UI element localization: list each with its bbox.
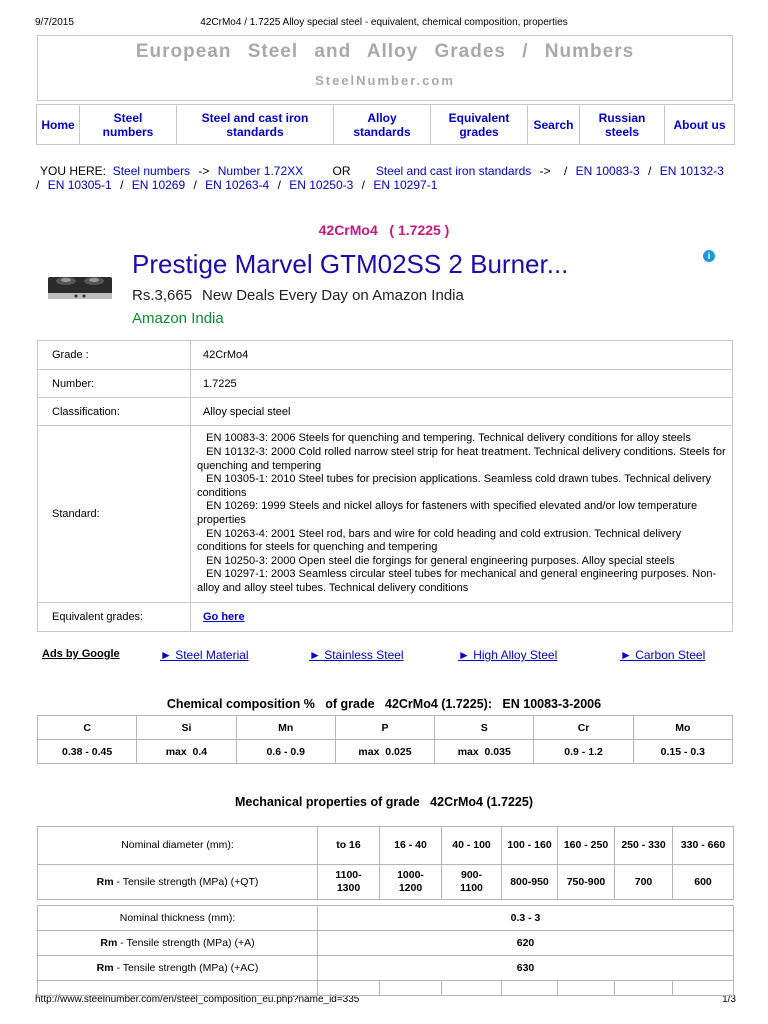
print-page-number: 1/3 xyxy=(722,994,736,1005)
table-cell xyxy=(502,981,558,996)
diameter-range: 250 - 330 xyxy=(615,827,673,865)
breadcrumb-link[interactable]: EN 10250-3 xyxy=(289,178,354,192)
breadcrumb-steel-numbers[interactable]: Steel numbers xyxy=(112,164,191,178)
ad-brand[interactable]: Amazon India xyxy=(132,310,224,327)
diameter-range: 330 - 660 xyxy=(673,827,734,865)
rm-a-value: 620 xyxy=(318,931,734,956)
chem-value: 0.6 - 0.9 xyxy=(236,740,335,764)
chem-header: S xyxy=(435,716,534,740)
grade-value: 42CrMo4 xyxy=(191,341,733,370)
chem-value: max 0.025 xyxy=(335,740,434,764)
rm-qt-value: 750-900 xyxy=(558,865,615,900)
standard-item: EN 10297-1: 2003 Seamless circular steel tubes for mechanical and general engineering purposes. Non-alloy and alloy steel tubes. Technical delivery conditions xyxy=(197,568,717,594)
breadcrumb: YOU HERE: Steel numbers -> Number 1.72XX OR Steel and cast iron standards -> / EN 10083-3 / EN 10132-3 xyxy=(40,164,724,178)
rm-ac-label: Rm - Tensile strength (MPa) (+AC) xyxy=(38,956,318,981)
chem-header: Si xyxy=(137,716,236,740)
standard-item: EN 10269: 1999 Steels and nickel alloys for fasteners with specified elevated and/or low temperature properties xyxy=(197,500,698,526)
rm-qt-value: 900- 1100 xyxy=(442,865,502,900)
breadcrumb-link[interactable]: EN 10083-3 xyxy=(575,164,640,178)
classification-value: Alloy special steel xyxy=(191,398,733,426)
chem-header: Mo xyxy=(633,716,732,740)
breadcrumb-link[interactable]: EN 10132-3 xyxy=(659,164,724,178)
ad-info-icon[interactable]: i xyxy=(703,250,715,262)
grade-label: Grade : xyxy=(38,341,191,370)
rm-qt-value: 600 xyxy=(673,865,734,900)
ads-by-google[interactable]: Ads by Google xyxy=(42,648,120,660)
table-cell xyxy=(442,981,502,996)
ad-link-steel-material[interactable]: ► Steel Material xyxy=(160,648,249,662)
main-nav xyxy=(36,104,735,145)
standards-list xyxy=(191,426,733,603)
chem-header: Mn xyxy=(236,716,335,740)
nav-equivalent-grades[interactable]: Equivalent grades xyxy=(431,105,528,145)
chem-value: 0.9 - 1.2 xyxy=(534,740,633,764)
standard-item: EN 10132-3: 2000 Cold rolled narrow steel strip for heat treatment. Technical delivery conditions. Steels for quenching and tempering xyxy=(197,446,726,472)
chem-value: max 0.035 xyxy=(435,740,534,764)
site-header xyxy=(37,35,733,101)
classification-label: Classification: xyxy=(38,398,191,426)
ad-link-carbon-steel[interactable]: ► Carbon Steel xyxy=(620,648,706,662)
nav-steel-standards[interactable]: Steel and cast iron standards xyxy=(177,105,334,145)
standard-item: EN 10263-4: 2001 Steel rod, bars and wire for cold heading and cold extrusion. Technical delivery conditions for steels for quenching and tempering xyxy=(197,527,682,554)
rm-qt-value: 1000- 1200 xyxy=(380,865,442,900)
grade-info-table xyxy=(37,340,733,632)
rm-qt-value: 1100- 1300 xyxy=(318,865,380,900)
nav-alloy-standards[interactable]: Alloy standards xyxy=(334,105,431,145)
grade-heading: 42CrMo4 ( 1.7225 ) xyxy=(318,222,450,238)
breadcrumb-link[interactable]: EN 10269 xyxy=(131,178,186,192)
breadcrumb-link[interactable]: EN 10297-1 xyxy=(373,178,438,192)
breadcrumb-standards[interactable]: Steel and cast iron standards xyxy=(375,164,532,178)
print-date: 9/7/2015 xyxy=(35,17,74,28)
breadcrumb-line-2: / EN 10305-1 / EN 10269 / EN 10263-4 / EN 10250-3 / EN 10297-1 xyxy=(36,178,438,192)
diameter-range: 100 - 160 xyxy=(502,827,558,865)
diameter-range: 40 - 100 xyxy=(442,827,502,865)
ad-banner[interactable] xyxy=(37,245,727,335)
chem-header: C xyxy=(38,716,137,740)
standard-label: Standard: xyxy=(38,426,191,603)
ad-price-line: Rs.3,665 New Deals Every Day on Amazon India xyxy=(132,287,464,304)
rm-ac-value: 630 xyxy=(318,956,734,981)
chem-composition-title: Chemical composition % of grade 42CrMo4 (1.7225): EN 10083-3-2006 xyxy=(166,697,602,711)
rm-qt-label: Rm - Tensile strength (MPa) (+QT) xyxy=(38,865,318,900)
chem-value: max 0.4 xyxy=(137,740,236,764)
site-title: European Steel and Alloy Grades / Numbers xyxy=(135,41,635,62)
ad-link-high-alloy-steel[interactable]: ► High Alloy Steel xyxy=(458,648,558,662)
breadcrumb-link[interactable]: EN 10305-1 xyxy=(47,178,112,192)
chem-value: 0.38 - 0.45 xyxy=(38,740,137,764)
chem-composition-table xyxy=(37,715,733,764)
table-cell xyxy=(558,981,615,996)
diameter-range: 16 - 40 xyxy=(380,827,442,865)
site-subtitle[interactable]: SteelNumber.com xyxy=(315,73,455,88)
table-cell xyxy=(318,981,380,996)
table-cell xyxy=(380,981,442,996)
print-url: http://www.steelnumber.com/en/steel_composition_eu.php?name_id=335 xyxy=(35,994,360,1005)
chem-header: Cr xyxy=(534,716,633,740)
mech-properties-title: Mechanical properties of grade 42CrMo4 (1.7225) xyxy=(234,795,534,809)
nav-search[interactable]: Search xyxy=(528,105,580,145)
print-title: 42CrMo4 / 1.7225 Alloy special steel - equivalent, chemical composition, properties xyxy=(200,17,568,28)
gas-stove-image xyxy=(46,265,114,305)
table-cell xyxy=(673,981,734,996)
rm-qt-value: 800-950 xyxy=(502,865,558,900)
equivalent-label: Equivalent grades: xyxy=(38,603,191,632)
breadcrumb-number[interactable]: Number 1.72XX xyxy=(217,164,304,178)
number-label: Number: xyxy=(38,370,191,398)
table-cell xyxy=(615,981,673,996)
mech-properties-table xyxy=(37,826,734,996)
standard-item: EN 10305-1: 2010 Steel tubes for precision applications. Seamless cold drawn tubes. Technical delivery conditions xyxy=(197,473,712,499)
rm-qt-value: 700 xyxy=(615,865,673,900)
number-value: 1.7225 xyxy=(191,370,733,398)
nav-about-us[interactable]: About us xyxy=(665,105,735,145)
nav-steel-numbers[interactable]: Steel numbers xyxy=(80,105,177,145)
nominal-thickness-label: Nominal thickness (mm): xyxy=(38,906,318,931)
standard-item: EN 10083-3: 2006 Steels for quenching and tempering. Technical delivery conditions for alloy steels xyxy=(206,432,691,445)
diameter-range: to 16 xyxy=(318,827,380,865)
standard-item: EN 10250-3: 2000 Open steel die forgings for general engineering purposes. Alloy special steels xyxy=(206,554,675,567)
ad-link-stainless-steel[interactable]: ► Stainless Steel xyxy=(309,648,404,662)
rm-a-label: Rm - Tensile strength (MPa) (+A) xyxy=(38,931,318,956)
nominal-diameter-label: Nominal diameter (mm): xyxy=(38,827,318,865)
breadcrumb-link[interactable]: EN 10263-4 xyxy=(205,178,270,192)
diameter-range: 160 - 250 xyxy=(558,827,615,865)
ad-title[interactable]: Prestige Marvel GTM02SS 2 Burner... xyxy=(132,249,569,279)
nav-russian-steels[interactable]: Russian steels xyxy=(580,105,665,145)
table-cell xyxy=(38,981,318,996)
thickness-range: 0.3 - 3 xyxy=(318,906,734,931)
nav-home[interactable]: Home xyxy=(37,105,80,145)
chem-value: 0.15 - 0.3 xyxy=(633,740,732,764)
equivalent-grades-link[interactable]: Go here xyxy=(203,611,245,623)
chem-header: P xyxy=(335,716,434,740)
